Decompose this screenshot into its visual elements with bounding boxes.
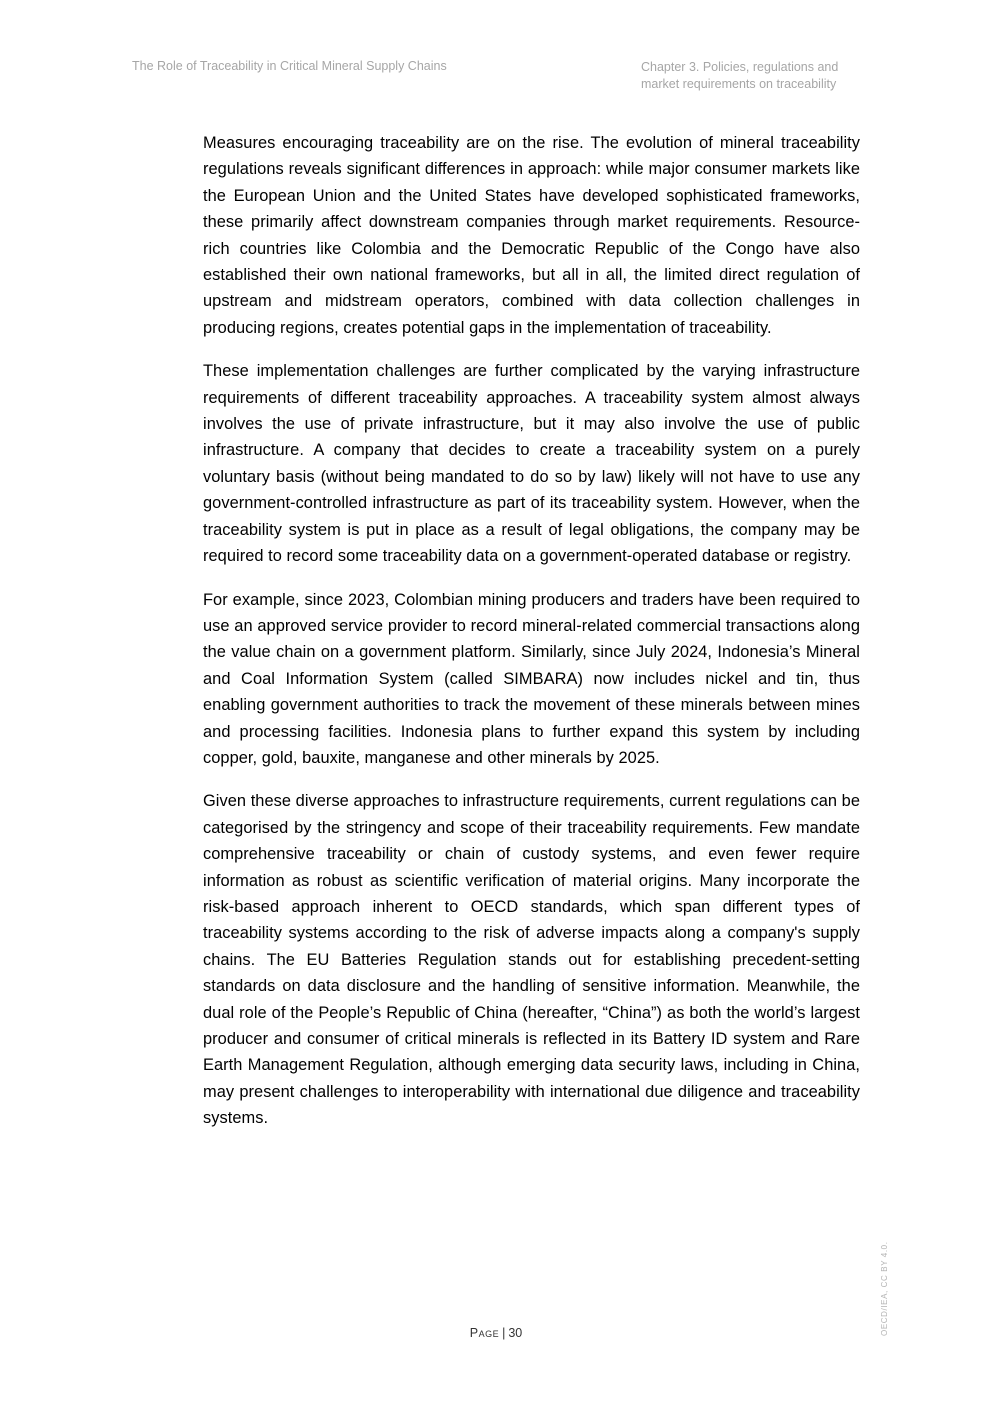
running-header-title: The Role of Traceability in Critical Mineral Supply Chains: [132, 59, 447, 73]
copyright-notice: OECD/IEA, CC BY 4.0.: [880, 1241, 889, 1336]
page-footer: [0, 1326, 992, 1340]
chapter-line-2: market requirements on traceability: [641, 77, 837, 91]
page-separator: |: [502, 1326, 506, 1340]
page-number: 30: [508, 1326, 523, 1340]
body-text: [203, 130, 860, 1149]
chapter-line-1: Chapter 3. Policies, regulations and: [641, 60, 839, 74]
paragraph: These implementation challenges are further complicated by the varying infrastructure requirements of different traceability approaches. A traceability system almost always involves the use of private infrastructure, but it may also involve the use of public infrastructure. A company that decides to create a traceability system on a purely voluntary basis (without being mandated to do so by law) likely will not have to use any government-controlled infrastructure as part of its traceability system. However, when the traceability system is put in place as a result of legal obligations, the company may be required to record some traceability data on a government-operated database or registry.: [203, 362, 860, 566]
running-header-chapter: [641, 59, 871, 93]
page-label: Page: [469, 1326, 500, 1340]
paragraph: Given these diverse approaches to infrastructure requirements, current regulations can be categorised by the stringency and scope of their traceability requirements. Few mandate comprehensive traceability or chain of custody systems, and even fewer require information as robust as scientific verification of material origins. Many incorporate the risk-based approach inherent to OECD standards, which span different types of traceability systems according to the risk of adverse impacts along a company's supply chains. The EU Batteries Regulation stands out for establishing precedent-setting standards on data disclosure and the handling of sensitive information. Meanwhile, the dual role of the People’s Republic of China (hereafter, “China”) as both the world’s largest producer and consumer of critical minerals is reflected in its Battery ID system and Rare Earth Management Regulation, although emerging data security laws, including in China, may present challenges to interoperability with international due diligence and traceability systems.: [203, 792, 860, 1128]
paragraph: For example, since 2023, Colombian mining producers and traders have been required to use an approved service provider to record mineral-related commercial transactions along the value chain on a government platform. Similarly, since July 2024, Indonesia’s Mineral and Coal Information System (called SIMBARA) now includes nickel and tin, thus enabling government authorities to track the movement of these minerals between mines and processing facilities. Indonesia plans to further expand this system by including copper, gold, bauxite, manganese and other minerals by 2025.: [203, 590, 860, 767]
paragraph: Measures encouraging traceability are on the rise. The evolution of mineral traceability regulations reveals significant differences in approach: while major consumer markets like the European Union and the United States have developed sophisticated frameworks, these primarily affect downstream companies through market requirements. Resource-rich countries like Colombia and the Democratic Republic of the Congo have also established their own national frameworks, but all in all, the limited direct regulation of upstream and midstream operators, combined with data collection challenges in producing regions, creates potential gaps in the implementation of traceability.: [203, 134, 860, 337]
